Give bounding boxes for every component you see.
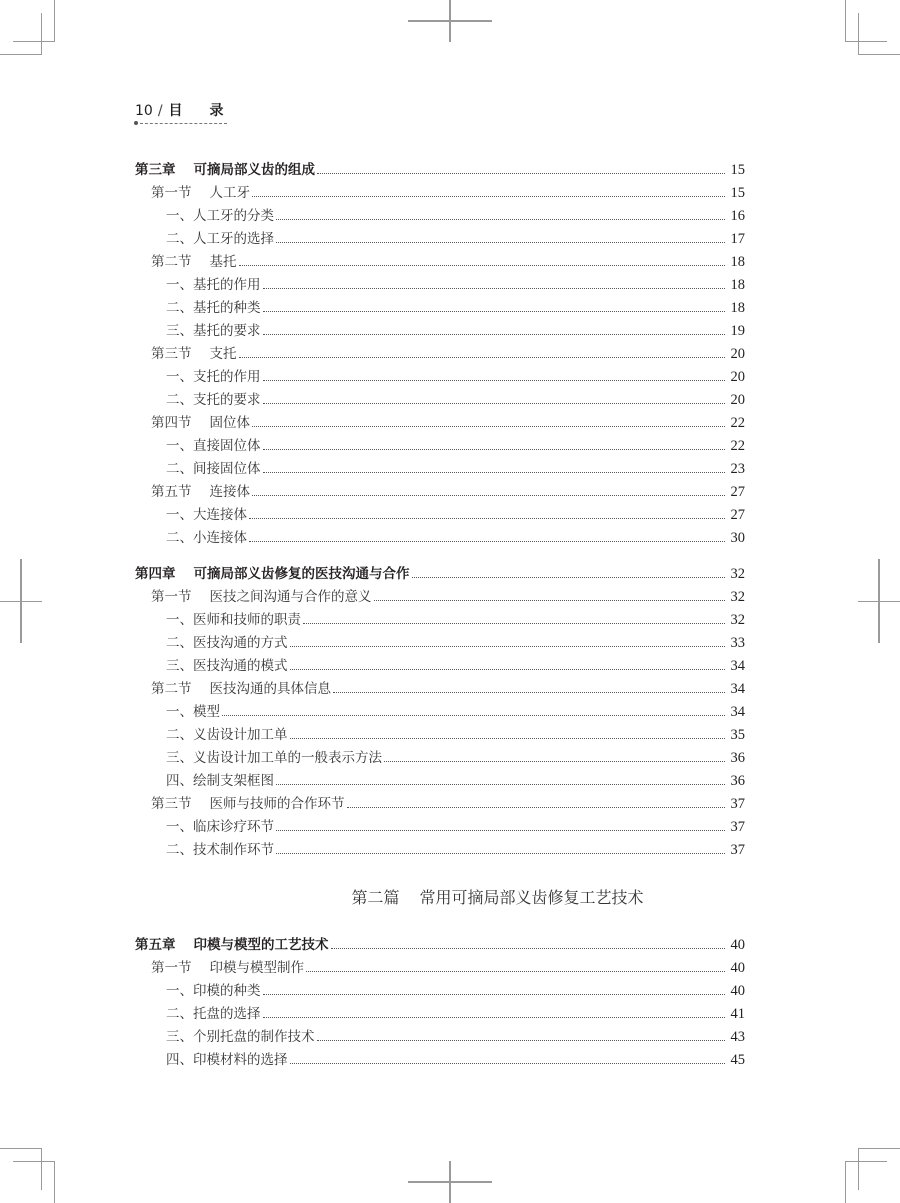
header-separator: / (157, 103, 163, 119)
toc-item[interactable] (135, 457, 745, 480)
header-rule (134, 121, 227, 125)
part-title: 常用可摘局部义齿修复工艺技术 (419, 887, 644, 907)
chapter-title: 可摘局部义齿修复的医技沟通与合作 (193, 566, 410, 582)
toc-item[interactable] (135, 746, 745, 769)
section-title: 支托 (209, 346, 237, 362)
dot-leader (263, 449, 726, 450)
page-ref: 33 (730, 635, 745, 651)
part-heading[interactable] (135, 867, 745, 925)
item-title: 一、印模的种类 (166, 983, 261, 999)
toc-item[interactable] (135, 227, 745, 250)
page-ref: 22 (730, 415, 745, 431)
page-ref: 32 (730, 566, 745, 582)
dot-leader (290, 738, 726, 739)
dot-leader (252, 495, 725, 496)
item-title: 二、间接固位体 (166, 461, 261, 477)
page-ref: 23 (730, 461, 745, 477)
toc-chapter[interactable] (135, 562, 745, 585)
item-title: 二、支托的要求 (166, 392, 261, 408)
section-title: 固位体 (209, 415, 250, 431)
section-number: 第二节 (151, 681, 192, 697)
page-ref: 37 (730, 796, 745, 812)
chapter-number: 第四章 (135, 566, 176, 582)
toc-section[interactable] (135, 792, 745, 815)
section-title: 印模与模型制作 (209, 960, 304, 976)
page-ref: 17 (730, 231, 745, 247)
item-title: 四、印模材料的选择 (166, 1052, 288, 1068)
chapter-title: 可摘局部义齿的组成 (193, 162, 315, 178)
page-ref: 20 (730, 346, 745, 362)
toc-item[interactable] (135, 388, 745, 411)
dot-leader (263, 288, 726, 289)
toc-item[interactable] (135, 769, 745, 792)
toc-section[interactable] (135, 181, 745, 204)
item-title: 三、个别托盘的制作技术 (166, 1029, 315, 1045)
dot-leader (222, 715, 725, 716)
page-ref: 20 (730, 392, 745, 408)
page-ref: 40 (730, 937, 745, 953)
toc-item[interactable] (135, 838, 745, 861)
item-title: 一、直接固位体 (166, 438, 261, 454)
dot-leader (263, 994, 726, 995)
page-ref: 43 (730, 1029, 745, 1045)
page-ref: 18 (730, 254, 745, 270)
toc-item[interactable] (135, 723, 745, 746)
page-ref: 20 (730, 369, 745, 385)
page-ref: 19 (730, 323, 745, 339)
toc-section[interactable] (135, 956, 745, 979)
toc-section[interactable] (135, 480, 745, 503)
page-ref: 45 (730, 1052, 745, 1068)
dot-leader (317, 173, 725, 174)
toc-item[interactable] (135, 296, 745, 319)
section-title: 人工牙 (209, 185, 250, 201)
section-title: 医技之间沟通与合作的意义 (209, 589, 372, 605)
dot-leader (276, 853, 725, 854)
section-title: 基托 (209, 254, 237, 270)
dot-leader (306, 971, 725, 972)
section-number: 第一节 (151, 589, 192, 605)
page-ref: 40 (730, 960, 745, 976)
dot-leader (263, 403, 726, 404)
section-number: 第四节 (151, 415, 192, 431)
running-header (135, 100, 224, 120)
dot-leader (263, 311, 726, 312)
chapter-number: 第五章 (135, 937, 176, 953)
dot-leader (263, 380, 726, 381)
dot-leader (276, 242, 725, 243)
toc-item[interactable] (135, 434, 745, 457)
page-ref: 37 (730, 819, 745, 835)
toc-item[interactable] (135, 631, 745, 654)
section-title: 医师与技师的合作环节 (209, 796, 345, 812)
header-rule-dot (134, 121, 138, 125)
dot-leader (276, 830, 725, 831)
header-rule-dash (140, 123, 227, 124)
dot-leader (303, 623, 725, 624)
toc-section[interactable] (135, 677, 745, 700)
dot-leader (412, 577, 726, 578)
page-ref: 18 (730, 277, 745, 293)
item-title: 二、托盘的选择 (166, 1006, 261, 1022)
dot-leader (374, 600, 726, 601)
page-ref: 34 (730, 681, 745, 697)
toc-section[interactable] (135, 585, 745, 608)
section-number: 第三节 (151, 796, 192, 812)
page-ref: 15 (730, 185, 745, 201)
toc-item[interactable] (135, 815, 745, 838)
table-of-contents (135, 158, 745, 1071)
toc-item[interactable] (135, 979, 745, 1002)
dot-leader (384, 761, 725, 762)
toc-item[interactable] (135, 365, 745, 388)
page-ref: 18 (730, 300, 745, 316)
page-ref: 36 (730, 750, 745, 766)
dot-leader (290, 646, 726, 647)
dot-leader (331, 948, 726, 949)
toc-chapter[interactable] (135, 933, 745, 956)
toc-item[interactable] (135, 1048, 745, 1071)
page-ref: 32 (730, 589, 745, 605)
item-title: 一、基托的作用 (166, 277, 261, 293)
item-title: 三、义齿设计加工单的一般表示方法 (166, 750, 382, 766)
toc-item[interactable] (135, 273, 745, 296)
dot-leader (276, 219, 725, 220)
toc-section[interactable] (135, 342, 745, 365)
header-title-part1: 目 (168, 103, 183, 119)
section-number: 第一节 (151, 960, 192, 976)
page-ref: 27 (730, 484, 745, 500)
toc-item[interactable] (135, 204, 745, 227)
dot-leader (252, 196, 725, 197)
section-number: 第一节 (151, 185, 192, 201)
item-title: 二、技术制作环节 (166, 842, 274, 858)
toc-item[interactable] (135, 1025, 745, 1048)
item-title: 四、绘制支架框图 (166, 773, 274, 789)
toc-item[interactable] (135, 319, 745, 342)
item-title: 一、临床诊疗环节 (166, 819, 274, 835)
dot-leader (252, 426, 725, 427)
dot-leader (290, 669, 726, 670)
dot-leader (263, 334, 726, 335)
dot-leader (249, 541, 725, 542)
item-title: 一、模型 (166, 704, 220, 720)
page-ref: 34 (730, 658, 745, 674)
dot-leader (263, 1017, 726, 1018)
section-title: 医技沟通的具体信息 (209, 681, 331, 697)
page-ref: 27 (730, 507, 745, 523)
item-title: 二、医技沟通的方式 (166, 635, 288, 651)
item-title: 二、小连接体 (166, 530, 247, 546)
page-ref: 34 (730, 704, 745, 720)
item-title: 三、基托的要求 (166, 323, 261, 339)
item-title: 二、义齿设计加工单 (166, 727, 288, 743)
toc-item[interactable] (135, 608, 745, 631)
toc-item[interactable] (135, 700, 745, 723)
page-ref: 37 (730, 842, 745, 858)
page-ref: 16 (730, 208, 745, 224)
page-ref: 32 (730, 612, 745, 628)
toc-item[interactable] (135, 654, 745, 677)
page-ref: 41 (730, 1006, 745, 1022)
toc-section[interactable] (135, 411, 745, 434)
dot-leader (263, 472, 726, 473)
section-title: 连接体 (209, 484, 250, 500)
toc-section[interactable] (135, 250, 745, 273)
page-ref: 22 (730, 438, 745, 454)
part-number: 第二篇 (351, 887, 400, 907)
dot-leader (239, 265, 726, 266)
item-title: 一、支托的作用 (166, 369, 261, 385)
item-title: 一、医师和技师的职责 (166, 612, 301, 628)
chapter-title: 印模与模型的工艺技术 (193, 937, 329, 953)
item-title: 二、基托的种类 (166, 300, 261, 316)
toc-chapter[interactable] (135, 158, 745, 181)
dot-leader (276, 784, 725, 785)
toc-item[interactable] (135, 503, 745, 526)
dot-leader (249, 518, 725, 519)
section-number: 第三节 (151, 346, 192, 362)
item-title: 一、人工牙的分类 (166, 208, 274, 224)
page-ref: 36 (730, 773, 745, 789)
page-ref: 35 (730, 727, 745, 743)
page-number: 10 (135, 103, 153, 119)
item-title: 三、医技沟通的模式 (166, 658, 288, 674)
section-number: 第二节 (151, 254, 192, 270)
chapter-number: 第三章 (135, 162, 176, 178)
toc-item[interactable] (135, 1002, 745, 1025)
page-ref: 15 (730, 162, 745, 178)
toc-item[interactable] (135, 526, 745, 549)
dot-leader (239, 357, 726, 358)
dot-leader (317, 1040, 726, 1041)
dot-leader (347, 807, 726, 808)
item-title: 二、人工牙的选择 (166, 231, 274, 247)
item-title: 一、大连接体 (166, 507, 247, 523)
dot-leader (290, 1063, 726, 1064)
section-number: 第五节 (151, 484, 192, 500)
dot-leader (333, 692, 725, 693)
header-title-part2: 录 (209, 103, 224, 119)
page-ref: 40 (730, 983, 745, 999)
page-ref: 30 (730, 530, 745, 546)
